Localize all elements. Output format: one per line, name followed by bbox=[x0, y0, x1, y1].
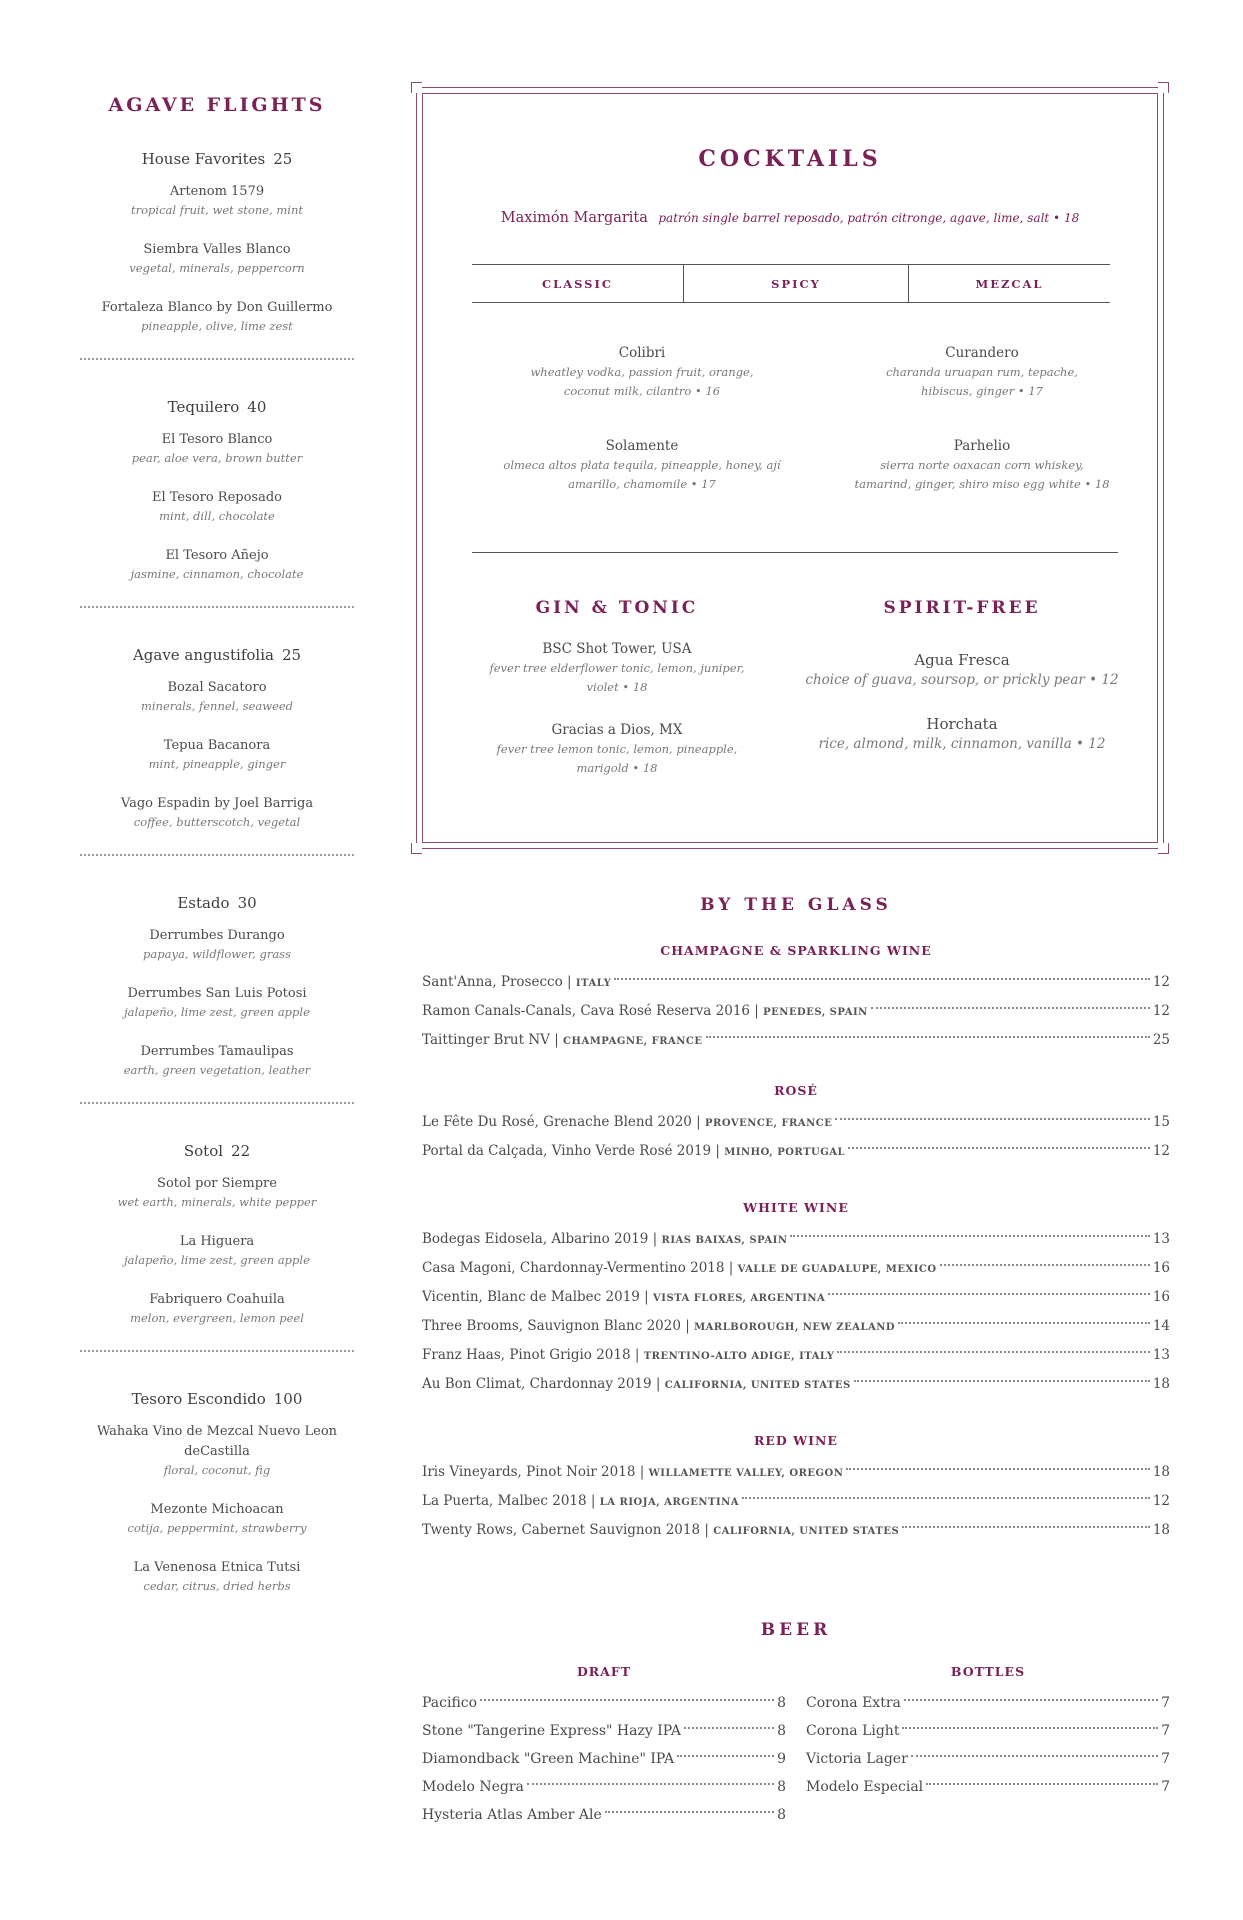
wine-region: ITALY bbox=[575, 978, 612, 989]
dot-leader bbox=[871, 1007, 1150, 1009]
flight-item-name: Derrumbes San Luis Potosi bbox=[127, 986, 307, 1001]
beer-row bbox=[806, 1689, 1170, 1717]
wine-row bbox=[422, 1516, 1170, 1545]
flight-heading bbox=[80, 646, 354, 664]
dot-leader bbox=[684, 1727, 774, 1729]
flight-price: 100 bbox=[273, 1390, 303, 1408]
spirit-free-item bbox=[792, 714, 1132, 754]
sparkling-title: CHAMPAGNE & SPARKLING WINE bbox=[660, 943, 932, 958]
wine-price: 12 bbox=[1152, 1493, 1170, 1509]
dot-leader bbox=[940, 1264, 1150, 1266]
beer-row bbox=[422, 1773, 786, 1801]
cocktail-desc: sierra norte oaxacan corn whiskey, tamarind, ginger, shiro miso egg white • 18 bbox=[854, 458, 1110, 491]
spirit-free-item bbox=[792, 650, 1132, 690]
wine-name: Le Fête Du Rosé, Grenache Blend 2020 | bbox=[422, 1114, 701, 1130]
cocktails-title: COCKTAILS bbox=[698, 146, 882, 172]
spirit-free-section bbox=[792, 598, 1132, 778]
beer-section bbox=[422, 1620, 1170, 1829]
wine-name: Portal da Calçada, Vinho Verde Rosé 2019 | bbox=[422, 1143, 720, 1159]
flight-tesoro-escondido bbox=[80, 1390, 354, 1594]
beer-price: 8 bbox=[777, 1807, 786, 1823]
featured-cocktail bbox=[417, 210, 1163, 226]
flight-heading bbox=[80, 1390, 354, 1408]
flight-item-name: Fabriquero Coahuila bbox=[149, 1292, 285, 1307]
gin-tonic-desc: fever tree lemon tonic, lemon, pineapple, marigold • 18 bbox=[496, 742, 738, 775]
agave-flights-column bbox=[80, 94, 354, 1616]
beer-price: 7 bbox=[1161, 1779, 1170, 1795]
dot-leader bbox=[904, 1699, 1158, 1701]
category-spicy: SPICY bbox=[684, 265, 909, 302]
flight-item bbox=[80, 1290, 354, 1326]
flight-item-name: Fortaleza Blanco by Don Guillermo bbox=[101, 300, 333, 315]
wine-price: 18 bbox=[1152, 1522, 1170, 1538]
cocktail-item bbox=[812, 437, 1152, 494]
dot-leader bbox=[706, 1036, 1150, 1038]
cocktails-panel bbox=[416, 87, 1164, 849]
cocktail-name: Colibri bbox=[618, 345, 666, 361]
flight-item-name: El Tesoro Blanco bbox=[161, 432, 273, 447]
spirit-free-desc: rice, almond, milk, cinnamon, vanilla • 12 bbox=[818, 736, 1106, 752]
dot-leader bbox=[837, 1351, 1149, 1353]
cocktail-list bbox=[472, 344, 1152, 530]
wine-price: 12 bbox=[1152, 1003, 1170, 1019]
beer-name: Modelo Negra bbox=[422, 1779, 524, 1795]
flight-item bbox=[80, 1042, 354, 1078]
bottles-title: BOTTLES bbox=[950, 1664, 1026, 1679]
flight-heading bbox=[80, 894, 354, 912]
flight-item-name: Vago Espadin by Joel Barriga bbox=[120, 796, 314, 811]
wine-name: Franz Haas, Pinot Grigio 2018 | bbox=[422, 1347, 640, 1363]
wine-region: MARLBOROUGH, NEW ZEALAND bbox=[694, 1322, 896, 1333]
beer-price: 7 bbox=[1161, 1723, 1170, 1739]
gin-tonic-item bbox=[447, 721, 787, 778]
flight-price: 30 bbox=[237, 894, 257, 912]
wine-region: MINHO, PORTUGAL bbox=[724, 1147, 846, 1158]
bottles-column bbox=[806, 1664, 1170, 1829]
wine-price: 18 bbox=[1152, 1464, 1170, 1480]
featured-cocktail-desc: patrón single barrel reposado, patrón citronge, agave, lime, salt • 18 bbox=[658, 211, 1080, 225]
wine-region: RIAS BAIXAS, SPAIN bbox=[661, 1235, 788, 1246]
dotted-divider bbox=[80, 606, 354, 608]
flight-name: Tequilero bbox=[167, 398, 240, 416]
flight-item-name: El Tesoro Añejo bbox=[165, 548, 269, 563]
wine-row bbox=[422, 1225, 1170, 1254]
wine-price: 15 bbox=[1152, 1114, 1170, 1130]
flight-item-name: Siembra Valles Blanco bbox=[143, 242, 291, 257]
flight-item bbox=[80, 1558, 354, 1594]
category-classic: CLASSIC bbox=[472, 265, 684, 302]
gin-tonic-name: BSC Shot Tower, USA bbox=[542, 641, 692, 657]
cocktail-row bbox=[472, 344, 1152, 401]
flight-item-notes: pineapple, olive, lime zest bbox=[141, 319, 293, 333]
wine-row bbox=[422, 1283, 1170, 1312]
beer-price: 8 bbox=[777, 1695, 786, 1711]
beer-row bbox=[422, 1717, 786, 1745]
wine-price: 13 bbox=[1152, 1231, 1170, 1247]
flight-name: Estado bbox=[177, 894, 230, 912]
wine-name: Ramon Canals-Canals, Cava Rosé Reserva 2016 | bbox=[422, 1003, 759, 1019]
wine-price: 16 bbox=[1152, 1289, 1170, 1305]
flight-item bbox=[80, 488, 354, 524]
draft-title: DRAFT bbox=[576, 1664, 632, 1679]
dot-leader bbox=[926, 1783, 1158, 1785]
gin-tonic-section bbox=[447, 598, 787, 802]
spirit-free-name: Agua Fresca bbox=[914, 651, 1010, 669]
dot-leader bbox=[790, 1235, 1149, 1237]
wine-price: 16 bbox=[1152, 1260, 1170, 1276]
dot-leader bbox=[605, 1811, 774, 1813]
cocktail-row bbox=[472, 437, 1152, 494]
dot-leader bbox=[848, 1147, 1150, 1149]
flight-item-name: Derrumbes Tamaulipas bbox=[140, 1044, 294, 1059]
flight-house-favorites bbox=[80, 150, 354, 334]
wine-region: PROVENCE, FRANCE bbox=[705, 1118, 833, 1129]
wine-row bbox=[422, 1254, 1170, 1283]
cocktail-name: Parhelio bbox=[953, 438, 1011, 454]
flight-item-notes: mint, dill, chocolate bbox=[159, 509, 275, 523]
flight-item bbox=[80, 182, 354, 218]
dotted-divider bbox=[80, 1102, 354, 1104]
beer-row bbox=[422, 1689, 786, 1717]
beer-row bbox=[806, 1773, 1170, 1801]
wine-row bbox=[422, 1341, 1170, 1370]
wine-row bbox=[422, 1312, 1170, 1341]
wine-region: TRENTINO-ALTO ADIGE, ITALY bbox=[643, 1351, 835, 1362]
wine-row bbox=[422, 997, 1170, 1026]
by-the-glass-title: BY THE GLASS bbox=[700, 895, 892, 915]
cocktail-desc: olmeca altos plata tequila, pineapple, honey, ají amarillo, chamomile • 17 bbox=[503, 458, 781, 491]
dot-leader bbox=[527, 1783, 774, 1785]
flight-sotol bbox=[80, 1142, 354, 1326]
wine-price: 12 bbox=[1152, 974, 1170, 990]
wine-name: Sant'Anna, Prosecco | bbox=[422, 974, 572, 990]
spirit-free-desc: choice of guava, soursop, or prickly pear • 12 bbox=[805, 672, 1119, 688]
flight-name: Tesoro Escondido bbox=[131, 1390, 266, 1408]
wine-name: Bodegas Eidosela, Albarino 2019 | bbox=[422, 1231, 658, 1247]
flight-item bbox=[80, 430, 354, 466]
beer-price: 7 bbox=[1161, 1751, 1170, 1767]
flight-price: 25 bbox=[273, 150, 293, 168]
flight-item-notes: earth, green vegetation, leather bbox=[123, 1063, 311, 1077]
flight-name: House Favorites bbox=[141, 150, 266, 168]
wine-price: 12 bbox=[1152, 1143, 1170, 1159]
gin-tonic-item bbox=[447, 640, 787, 697]
flight-item-notes: minerals, fennel, seaweed bbox=[140, 699, 294, 713]
wine-row bbox=[422, 1026, 1170, 1055]
flight-item-name: Tepua Bacanora bbox=[163, 738, 271, 753]
flight-item-notes: floral, coconut, fig bbox=[163, 1463, 271, 1477]
flight-item bbox=[80, 1232, 354, 1268]
gin-tonic-desc: fever tree elderflower tonic, lemon, juniper, violet • 18 bbox=[489, 661, 745, 694]
flight-item bbox=[80, 1174, 354, 1210]
wine-price: 25 bbox=[1152, 1032, 1170, 1048]
frame-corner bbox=[411, 82, 422, 93]
cocktail-name: Curandero bbox=[945, 345, 1019, 361]
frame-corner bbox=[411, 843, 422, 854]
beer-row bbox=[422, 1745, 786, 1773]
flight-item-name: Artenom 1579 bbox=[169, 184, 265, 199]
dot-leader bbox=[911, 1755, 1158, 1757]
flight-item-notes: jalapeño, lime zest, green apple bbox=[124, 1005, 310, 1019]
flight-item bbox=[80, 794, 354, 830]
wine-price: 13 bbox=[1152, 1347, 1170, 1363]
flight-heading bbox=[80, 150, 354, 168]
cocktail-item bbox=[472, 344, 812, 401]
wine-name: Three Brooms, Sauvignon Blanc 2020 | bbox=[422, 1318, 690, 1334]
beer-name: Corona Extra bbox=[806, 1695, 901, 1711]
flight-item-notes: papaya, wildflower, grass bbox=[143, 947, 291, 961]
flight-agave-angustifolia bbox=[80, 646, 354, 830]
wine-name: Casa Magoni, Chardonnay-Vermentino 2018 | bbox=[422, 1260, 734, 1276]
beer-title: BEER bbox=[760, 1620, 832, 1640]
flight-item-name: La Venenosa Etnica Tutsi bbox=[133, 1560, 301, 1575]
spirit-free-name: Horchata bbox=[926, 715, 998, 733]
wine-price: 18 bbox=[1152, 1376, 1170, 1392]
dot-leader bbox=[742, 1497, 1150, 1499]
wine-name: Au Bon Climat, Chardonnay 2019 | bbox=[422, 1376, 661, 1392]
flight-price: 25 bbox=[281, 646, 302, 664]
dotted-divider bbox=[80, 358, 354, 360]
wine-row bbox=[422, 1458, 1170, 1487]
dot-leader bbox=[677, 1755, 774, 1757]
gin-tonic-name: Gracias a Dios, MX bbox=[551, 722, 683, 738]
beer-price: 8 bbox=[777, 1779, 786, 1795]
dot-leader bbox=[614, 978, 1150, 980]
flight-item bbox=[80, 984, 354, 1020]
beer-name: Victoria Lager bbox=[806, 1751, 908, 1767]
wine-row bbox=[422, 1487, 1170, 1516]
wine-region: CHAMPAGNE, FRANCE bbox=[563, 1036, 703, 1047]
flight-item-notes: jalapeño, lime zest, green apple bbox=[124, 1253, 310, 1267]
wine-region: VISTA FLORES, ARGENTINA bbox=[653, 1293, 826, 1304]
dotted-divider bbox=[80, 1350, 354, 1352]
cocktail-desc: charanda uruapan rum, tepache, hibiscus, ginger • 17 bbox=[886, 365, 1078, 398]
beer-name: Corona Light bbox=[806, 1723, 900, 1739]
featured-cocktail-name: Maximón Margarita bbox=[500, 210, 648, 226]
flight-heading bbox=[80, 398, 354, 416]
wine-price: 14 bbox=[1152, 1318, 1170, 1334]
dot-leader bbox=[480, 1699, 774, 1701]
dot-leader bbox=[902, 1526, 1150, 1528]
gin-tonic-title: GIN & TONIC bbox=[535, 598, 699, 618]
frame-corner bbox=[1158, 843, 1169, 854]
flight-item-notes: coffee, butterscotch, vegetal bbox=[133, 815, 301, 829]
flight-item-name: Bozal Sacatoro bbox=[167, 680, 267, 695]
cocktail-desc: wheatley vodka, passion fruit, orange, coconut milk, cilantro • 16 bbox=[530, 365, 754, 398]
flight-price: 22 bbox=[231, 1142, 251, 1160]
white-wine-title: WHITE WINE bbox=[743, 1200, 849, 1215]
section-rule bbox=[472, 552, 1118, 553]
flight-item-notes: tropical fruit, wet stone, mint bbox=[131, 203, 303, 217]
wine-region: VALLE DE GUADALUPE, MEXICO bbox=[737, 1264, 937, 1275]
wine-name: Iris Vineyards, Pinot Noir 2018 | bbox=[422, 1464, 645, 1480]
beer-row bbox=[806, 1717, 1170, 1745]
spirit-free-title: SPIRIT-FREE bbox=[883, 598, 1041, 618]
flight-price: 40 bbox=[247, 398, 267, 416]
dot-leader bbox=[902, 1727, 1158, 1729]
wine-name: Twenty Rows, Cabernet Sauvignon 2018 | bbox=[422, 1522, 709, 1538]
flight-item-notes: wet earth, minerals, white pepper bbox=[117, 1195, 317, 1209]
red-wine-title: RED WINE bbox=[754, 1433, 838, 1448]
dot-leader bbox=[846, 1468, 1149, 1470]
flight-item-notes: cedar, citrus, dried herbs bbox=[143, 1579, 291, 1593]
flight-item-notes: mint, pineapple, ginger bbox=[148, 757, 286, 771]
beer-name: Hysteria Atlas Amber Ale bbox=[422, 1807, 602, 1823]
by-the-glass-section bbox=[422, 895, 1170, 1545]
beer-name: Diamondback "Green Machine" IPA bbox=[422, 1751, 675, 1767]
beer-name: Stone "Tangerine Express" Hazy IPA bbox=[422, 1723, 681, 1739]
wine-row bbox=[422, 1108, 1170, 1137]
rose-title: ROSÉ bbox=[774, 1083, 818, 1098]
wine-region: CALIFORNIA, UNITED STATES bbox=[664, 1380, 851, 1391]
flight-item bbox=[80, 240, 354, 276]
beer-columns bbox=[422, 1664, 1170, 1829]
beer-name: Modelo Especial bbox=[806, 1779, 924, 1795]
wine-name: Taittinger Brut NV | bbox=[422, 1032, 559, 1048]
draft-column bbox=[422, 1664, 786, 1829]
wine-row bbox=[422, 1370, 1170, 1399]
frame-corner bbox=[1158, 82, 1169, 93]
dot-leader bbox=[835, 1118, 1149, 1120]
flight-item bbox=[80, 546, 354, 582]
flight-item-name: Sotol por Siempre bbox=[157, 1176, 277, 1191]
flight-name: Sotol bbox=[183, 1142, 224, 1160]
flight-item-notes: jasmine, cinnamon, chocolate bbox=[130, 567, 304, 581]
beer-row bbox=[422, 1801, 786, 1829]
cocktail-item bbox=[812, 344, 1152, 401]
wine-row bbox=[422, 1137, 1170, 1166]
dotted-divider bbox=[80, 854, 354, 856]
flight-item bbox=[80, 926, 354, 962]
wine-name: La Puerta, Malbec 2018 | bbox=[422, 1493, 596, 1509]
flight-item bbox=[80, 1500, 354, 1536]
dot-leader bbox=[854, 1380, 1150, 1382]
beer-price: 8 bbox=[777, 1723, 786, 1739]
flight-item bbox=[80, 736, 354, 772]
category-mezcal: MEZCAL bbox=[975, 276, 1044, 291]
flight-item-notes: pear, aloe vera, brown butter bbox=[131, 451, 303, 465]
wine-region: CALIFORNIA, UNITED STATES bbox=[713, 1526, 900, 1537]
cocktail-item bbox=[472, 437, 812, 494]
flight-item-notes: cotija, peppermint, strawberry bbox=[127, 1521, 307, 1535]
flight-tequilero bbox=[80, 398, 354, 582]
beer-name: Pacifico bbox=[422, 1695, 478, 1711]
flight-item bbox=[80, 1422, 354, 1478]
beer-price: 7 bbox=[1161, 1695, 1170, 1711]
dot-leader bbox=[828, 1293, 1150, 1295]
cocktail-name: Solamente bbox=[605, 438, 679, 454]
flight-name: Agave angustifolia bbox=[132, 646, 274, 664]
flight-item-name: La Higuera bbox=[179, 1234, 255, 1249]
flight-item-name: Derrumbes Durango bbox=[149, 928, 285, 943]
flight-item bbox=[80, 298, 354, 334]
flight-heading bbox=[80, 1142, 354, 1160]
flight-item-name: Mezonte Michoacan bbox=[150, 1502, 284, 1517]
flight-item-notes: vegetal, minerals, peppercorn bbox=[129, 261, 305, 275]
flight-item-name: Wahaka Vino de Mezcal Nuevo Leon deCastilla bbox=[96, 1424, 338, 1459]
beer-price: 9 bbox=[777, 1751, 786, 1767]
agave-flights-title: AGAVE FLIGHTS bbox=[108, 94, 326, 116]
flight-item-notes: melon, evergreen, lemon peel bbox=[130, 1311, 304, 1325]
wine-region: PENEDES, SPAIN bbox=[763, 1007, 868, 1018]
flight-item bbox=[80, 678, 354, 714]
beer-row bbox=[806, 1745, 1170, 1773]
wine-region: WILLAMETTE VALLEY, OREGON bbox=[648, 1468, 844, 1479]
flight-estado bbox=[80, 894, 354, 1078]
dot-leader bbox=[898, 1322, 1150, 1324]
flight-item-name: El Tesoro Reposado bbox=[151, 490, 282, 505]
cocktail-category-bar bbox=[472, 264, 1110, 303]
wine-region: LA RIOJA, ARGENTINA bbox=[599, 1497, 740, 1508]
wine-row bbox=[422, 968, 1170, 997]
wine-name: Vicentin, Blanc de Malbec 2019 | bbox=[422, 1289, 649, 1305]
